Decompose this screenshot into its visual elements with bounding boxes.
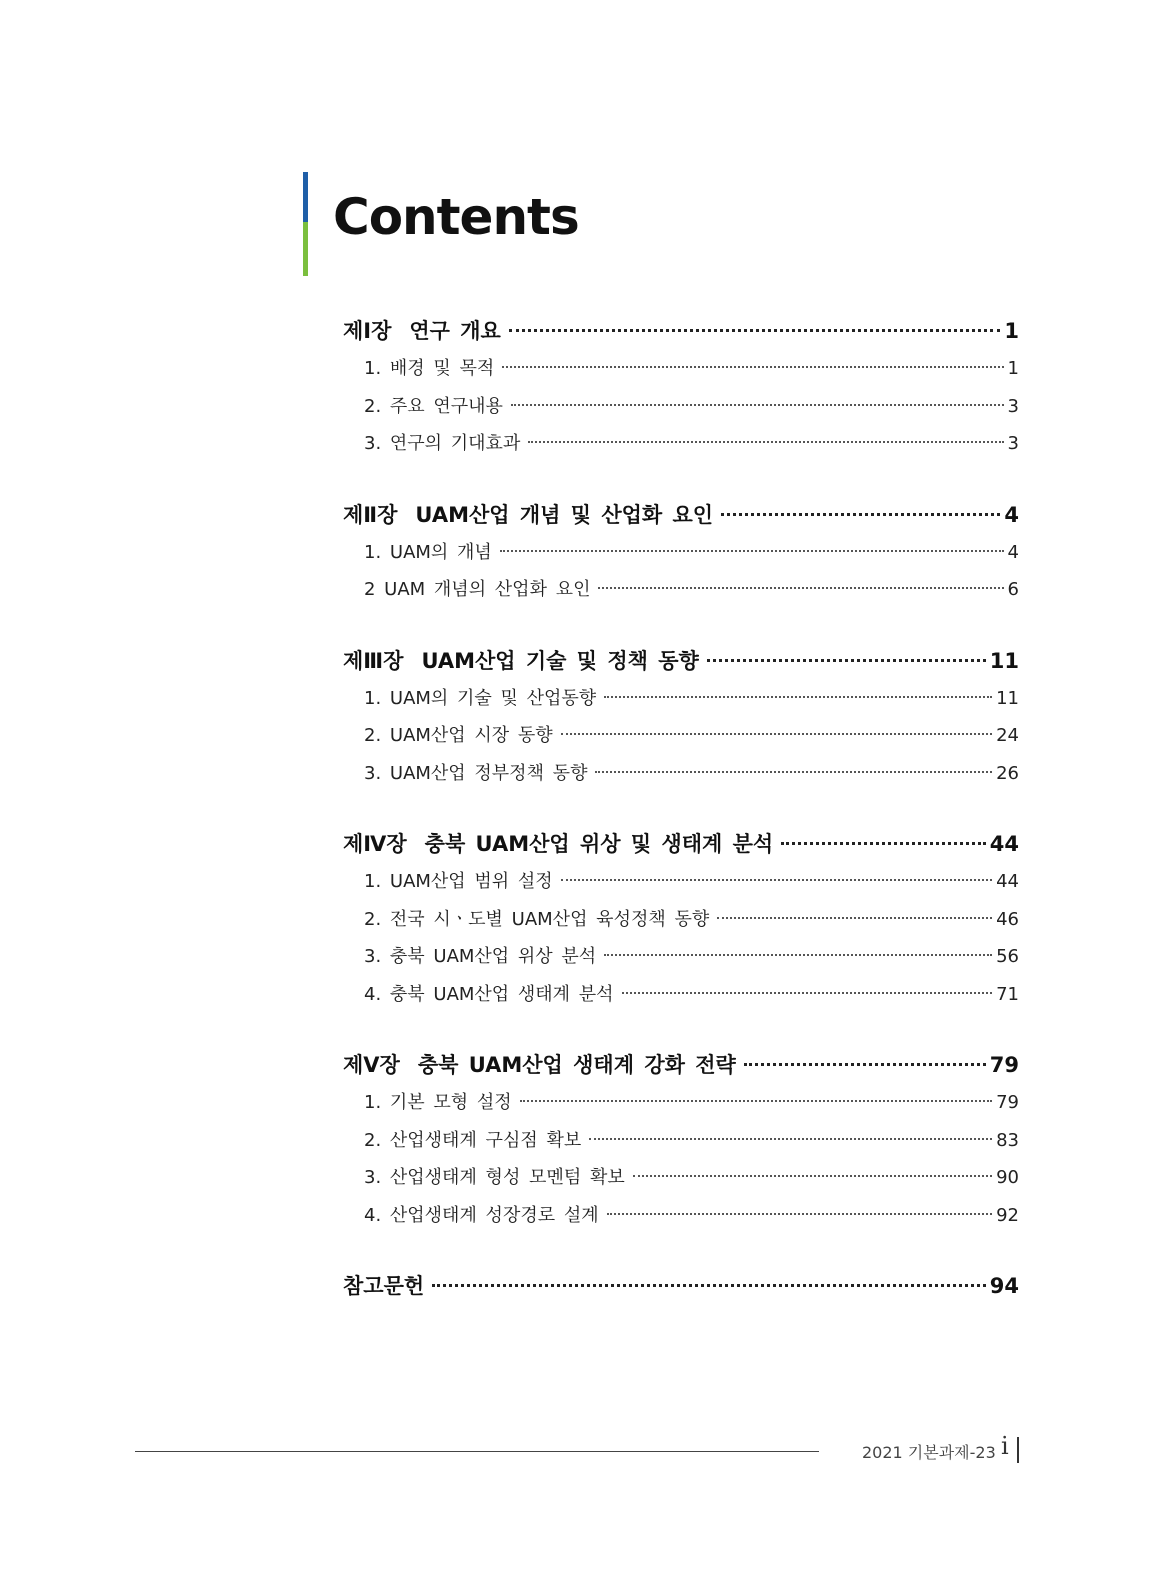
dot-leader (432, 1284, 986, 1287)
section-label: 3. UAM산업 정부정책 동향 (364, 762, 588, 784)
chapter-label (343, 825, 773, 863)
toc-chapter-1 (343, 312, 1019, 463)
chapter-page-number: 44 (989, 832, 1019, 856)
section-label: 1. UAM산업 범위 설정 (364, 871, 553, 892)
section-entry[interactable] (343, 1084, 1019, 1122)
section-label: 1. UAM의 개념 (364, 541, 492, 563)
section-page-number: 79 (996, 1092, 1019, 1113)
dot-leader (721, 513, 1000, 516)
section-label: 1. 배경 및 목적 (364, 358, 495, 379)
section-entry[interactable] (343, 1159, 1019, 1197)
chapter-page-number: 79 (989, 1053, 1019, 1077)
chapter-entry[interactable] (343, 312, 1019, 350)
section-page-number: 3 (1007, 433, 1019, 454)
dot-leader (604, 954, 992, 956)
chapter-title: UAM산업 기술 및 정책 동향 (421, 648, 699, 673)
section-page-number: 90 (996, 1167, 1019, 1188)
section-label: 2. 주요 연구내용 (364, 395, 503, 417)
chapter-entry[interactable] (343, 1046, 1019, 1084)
dot-leader (528, 441, 1003, 443)
dot-leader (707, 659, 986, 662)
section-entry[interactable] (343, 755, 1019, 793)
section-page-number: 44 (996, 871, 1019, 892)
chapter-page-number: 11 (989, 648, 1019, 673)
dot-leader (607, 1213, 992, 1215)
section-page-number: 71 (996, 983, 1019, 1005)
footer-report-id: 2021 기본과제-23 (862, 1443, 996, 1462)
toc-chapter-2 (343, 496, 1019, 609)
dot-leader (561, 733, 992, 735)
section-entry[interactable] (343, 1122, 1019, 1160)
dot-leader (622, 992, 993, 994)
footer-rule (135, 1451, 819, 1452)
references-entry[interactable] (343, 1267, 1019, 1305)
section-page-number: 11 (996, 687, 1019, 709)
footer-page-number: i (1001, 1432, 1009, 1460)
section-entry[interactable] (343, 388, 1019, 426)
chapter-label (343, 312, 501, 350)
section-page-number: 6 (1007, 579, 1019, 600)
toc-chapter-4 (343, 825, 1019, 1013)
chapter-number: 제Ⅱ장 (343, 502, 398, 527)
section-label: 3. 충북 UAM산업 위상 분석 (364, 946, 597, 967)
chapter-title: 충북 UAM산업 위상 및 생태계 분석 (424, 832, 774, 856)
section-label: 4. 충북 UAM산업 생태계 분석 (364, 983, 614, 1005)
section-entry[interactable] (343, 350, 1019, 388)
section-label: 1. 기본 모형 설정 (364, 1092, 512, 1113)
dot-leader (509, 329, 1001, 332)
section-entry[interactable] (343, 863, 1019, 901)
chapter-label (343, 496, 713, 534)
dot-leader (633, 1175, 992, 1177)
section-label: 2. UAM산업 시장 동향 (364, 725, 553, 746)
toc-references (343, 1267, 1019, 1305)
footer-divider (1017, 1437, 1019, 1463)
chapter-entry[interactable] (343, 825, 1019, 863)
dot-leader (589, 1138, 992, 1140)
chapter-number: 제Ⅳ장 (343, 832, 407, 856)
section-entry[interactable] (343, 571, 1019, 609)
title-accent-bar-blue (303, 172, 308, 222)
section-entry[interactable] (343, 1197, 1019, 1235)
section-page-number: 24 (996, 725, 1019, 746)
section-page-number: 1 (1007, 358, 1019, 379)
section-page-number: 46 (996, 908, 1019, 930)
dot-leader (781, 842, 986, 845)
chapter-label (343, 642, 699, 680)
section-label: 1. UAM의 기술 및 산업동향 (364, 687, 597, 709)
chapter-number: 제Ⅲ장 (343, 648, 404, 673)
section-entry[interactable] (343, 534, 1019, 572)
section-page-number: 92 (996, 1204, 1019, 1226)
dot-leader (744, 1063, 986, 1066)
dot-leader (511, 404, 1004, 406)
section-entry[interactable] (343, 901, 1019, 939)
chapter-page-number: 1 (1004, 319, 1019, 343)
chapter-title: 연구 개요 (409, 319, 501, 343)
page-title: Contents (333, 188, 579, 246)
section-page-number: 4 (1007, 541, 1019, 563)
chapter-number: 제Ⅴ장 (343, 1053, 400, 1077)
dot-leader (520, 1100, 992, 1102)
references-title: 참고문헌 (343, 1274, 425, 1298)
dot-leader (502, 366, 1003, 368)
chapter-title: UAM산업 개념 및 산업화 요인 (415, 502, 714, 527)
toc-chapter-3 (343, 642, 1019, 793)
section-label: 2 UAM 개념의 산업화 요인 (364, 579, 591, 600)
dot-leader (595, 771, 992, 773)
title-accent-bar-green (303, 222, 308, 276)
chapter-number: 제Ⅰ장 (343, 319, 392, 343)
section-label: 2. 전국 시ㆍ도별 UAM산업 육성정책 동향 (364, 908, 710, 930)
section-label: 4. 산업생태계 성장경로 설계 (364, 1204, 599, 1226)
chapter-entry[interactable] (343, 642, 1019, 680)
section-entry[interactable] (343, 425, 1019, 463)
dot-leader (500, 550, 1004, 552)
section-entry[interactable] (343, 938, 1019, 976)
chapter-entry[interactable] (343, 496, 1019, 534)
dot-leader (604, 696, 992, 698)
dot-leader (717, 917, 992, 919)
section-entry[interactable] (343, 717, 1019, 755)
section-label: 3. 연구의 기대효과 (364, 433, 521, 454)
references-page-number: 94 (989, 1274, 1019, 1298)
title-accent-bar (303, 172, 308, 276)
section-page-number: 56 (996, 946, 1019, 967)
section-page-number: 83 (996, 1129, 1019, 1151)
chapter-title: 충북 UAM산업 생태계 강화 전략 (417, 1053, 736, 1077)
chapter-label (343, 1046, 736, 1084)
section-page-number: 3 (1007, 395, 1019, 417)
section-entry[interactable] (343, 680, 1019, 718)
toc-chapter-5 (343, 1046, 1019, 1234)
section-entry[interactable] (343, 976, 1019, 1014)
chapter-page-number: 4 (1004, 502, 1019, 527)
section-label: 3. 산업생태계 형성 모멘텀 확보 (364, 1167, 625, 1188)
table-of-contents (343, 312, 1019, 1305)
section-page-number: 26 (996, 762, 1019, 784)
dot-leader (598, 587, 1003, 589)
dot-leader (561, 879, 992, 881)
section-label: 2. 산업생태계 구심점 확보 (364, 1129, 582, 1151)
